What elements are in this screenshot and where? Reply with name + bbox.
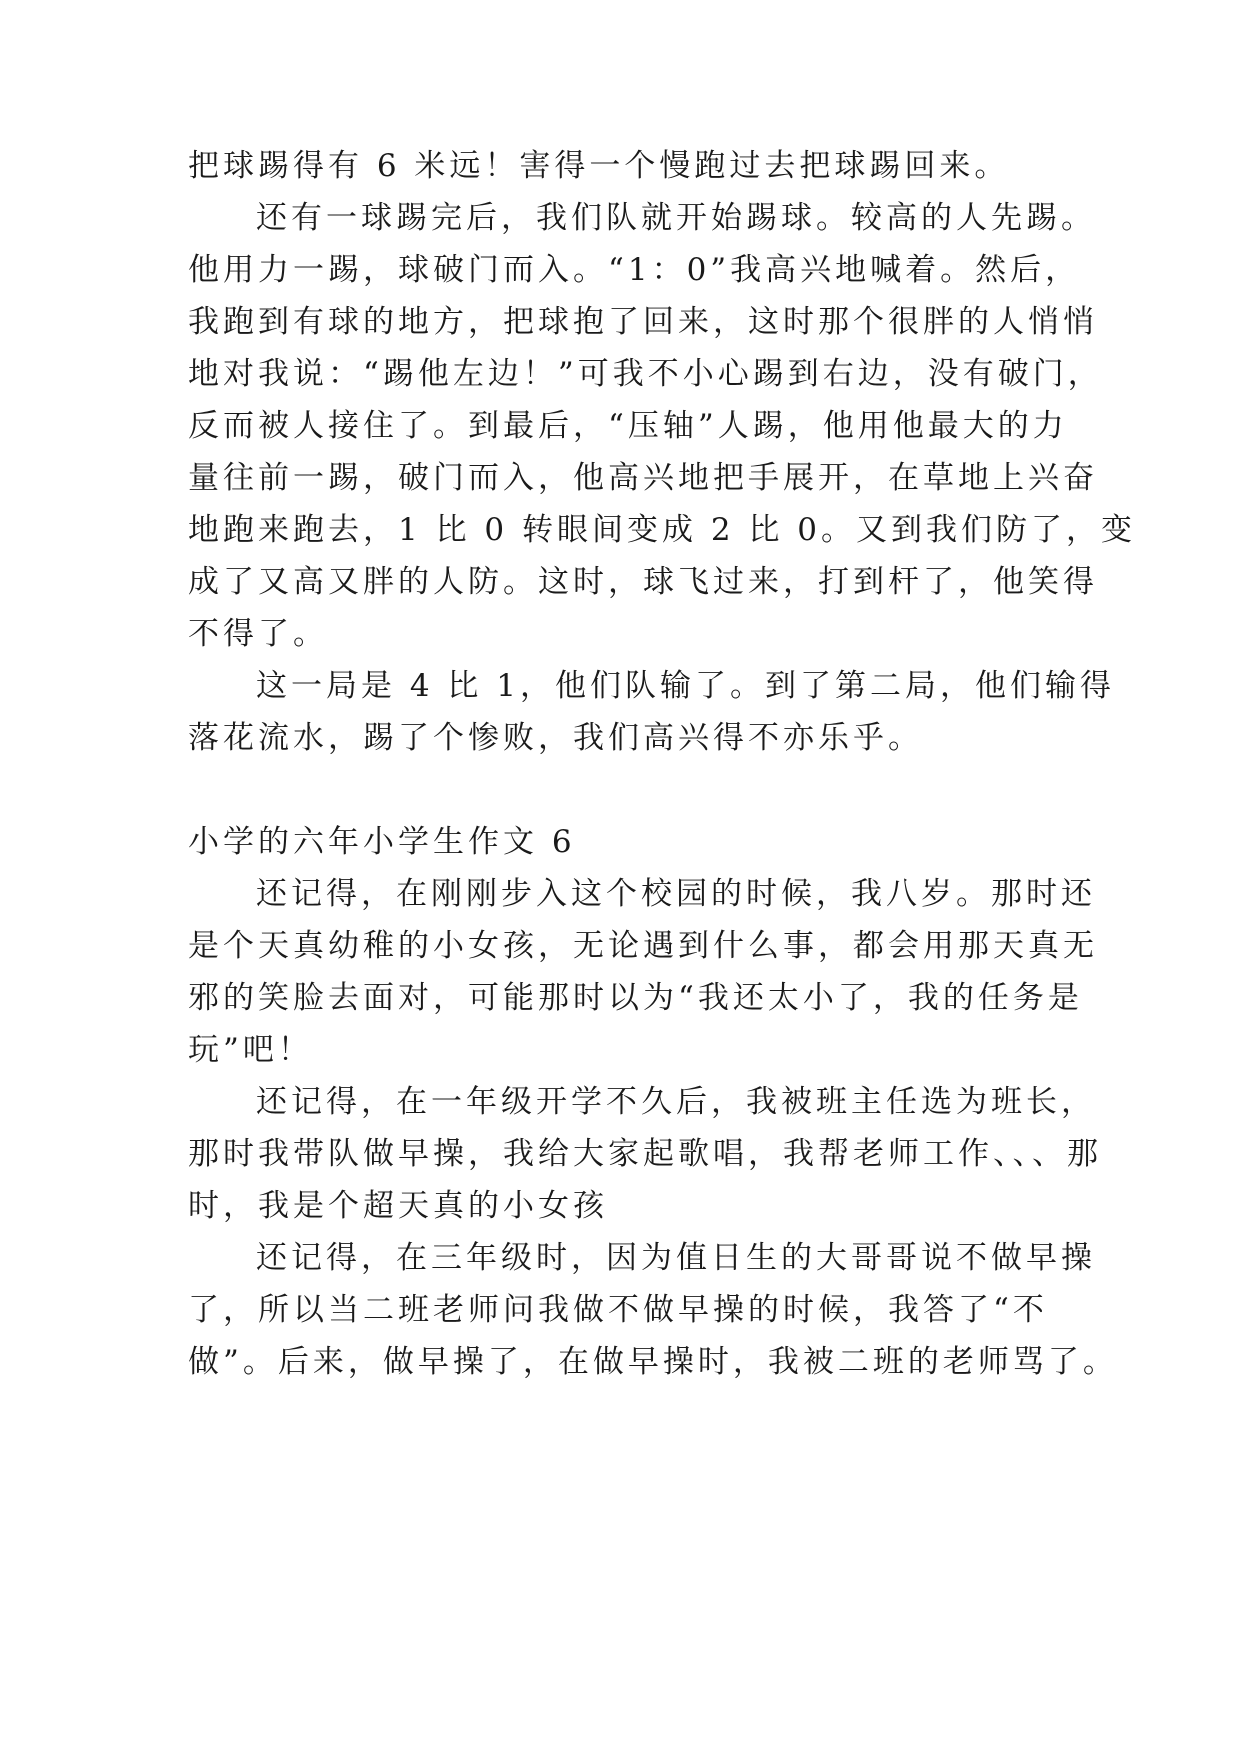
text-line: 那时我带队做早操，我给大家起歌唱，我帮老师工作、、、那 — [188, 1136, 1102, 1172]
text-line: 地对我说：“踢他左边！”可我不小心踢到右边，没有破门， — [188, 356, 1103, 392]
paragraph-start-line: 这一局是 4 比 1，他们队输了。到了第二局，他们输得 — [256, 668, 1116, 704]
paragraph-start-line: 还记得，在刚刚步入这个校园的时候，我八岁。那时还 — [256, 876, 1096, 912]
text-line: 量往前一踢，破门而入，他高兴地把手展开，在草地上兴奋 — [188, 460, 1098, 496]
paragraph-start-line: 还记得，在一年级开学不久后，我被班主任选为班长， — [256, 1084, 1096, 1120]
text-line: 是个天真幼稚的小女孩，无论遇到什么事，都会用那天真无 — [188, 928, 1098, 964]
text-line: 成了又高又胖的人防。这时，球飞过来，打到杆了，他笑得 — [188, 564, 1098, 600]
section-heading: 小学的六年小学生作文 6 — [188, 824, 576, 860]
text-line: 把球踢得有 6 米远！害得一个慢跑过去把球踢回来。 — [188, 148, 1010, 184]
text-line: 做”。后来，做早操了，在做早操时，我被二班的老师骂了。 — [188, 1344, 1118, 1380]
paragraph-start-line: 还有一球踢完后，我们队就开始踢球。较高的人先踢。 — [256, 200, 1096, 236]
text-line: 邪的笑脸去面对，可能那时以为“我还太小了，我的任务是 — [188, 980, 1083, 1016]
paragraph-start-line: 还记得，在三年级时，因为值日生的大哥哥说不做早操 — [256, 1240, 1096, 1276]
text-line: 不得了。 — [188, 616, 328, 652]
text-line: 时，我是个超天真的小女孩 — [188, 1188, 608, 1224]
text-line: 反而被人接住了。到最后，“压轴”人踢，他用他最大的力 — [188, 408, 1068, 444]
text-line: 地跑来跑去，1 比 0 转眼间变成 2 比 0。又到我们防了，变 — [188, 512, 1137, 548]
text-line: 我跑到有球的地方，把球抱了回来，这时那个很胖的人悄悄 — [188, 304, 1098, 340]
text-line: 玩”吧！ — [188, 1032, 313, 1068]
text-line: 落花流水，踢了个惨败，我们高兴得不亦乐乎。 — [188, 720, 923, 756]
text-line: 了，所以当二班老师问我做不做早操的时候，我答了“不 — [188, 1292, 1048, 1328]
text-line: 他用力一踢，球破门而入。“1：0”我高兴地喊着。然后， — [188, 252, 1081, 288]
